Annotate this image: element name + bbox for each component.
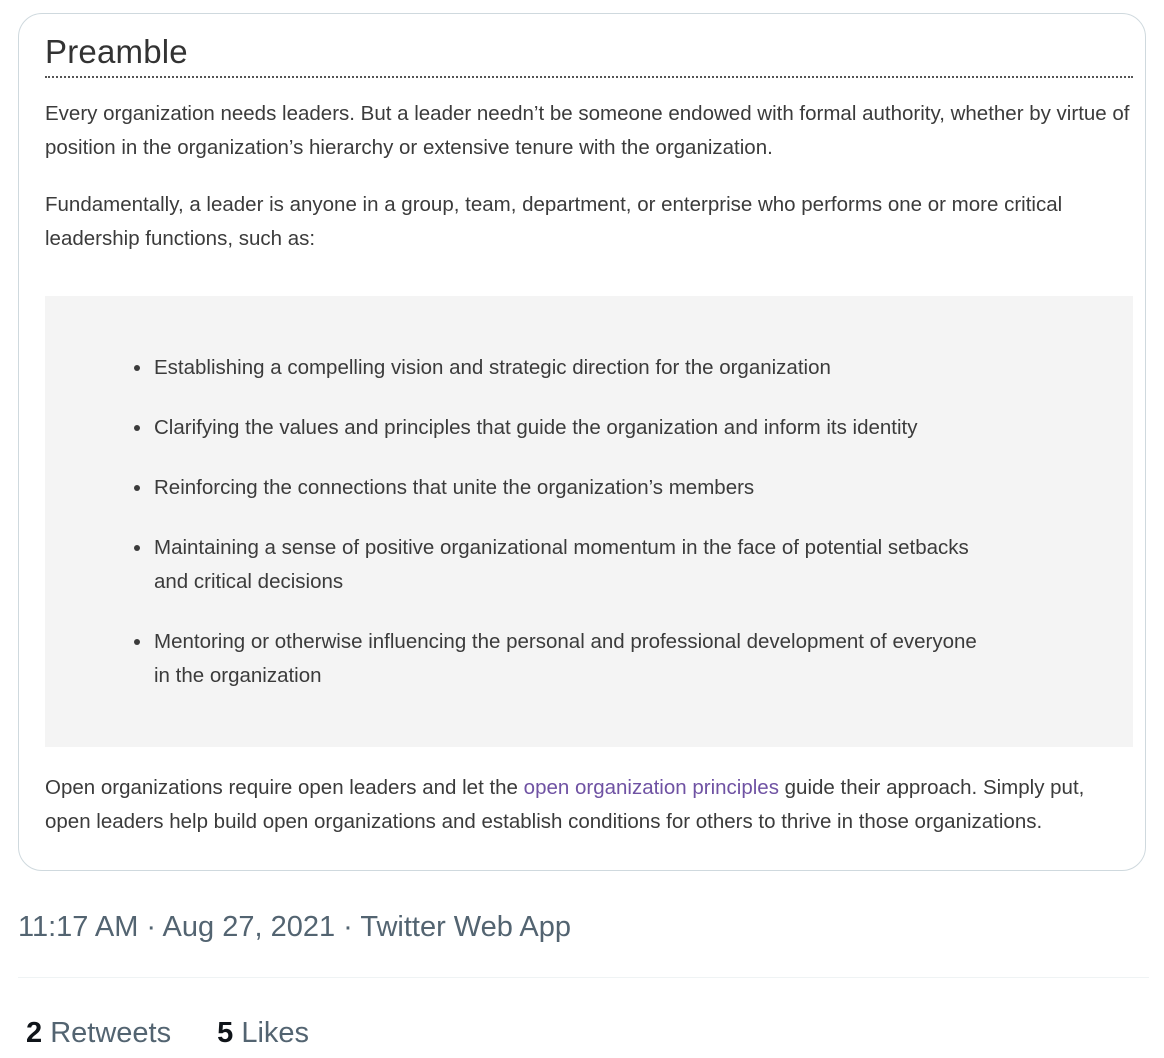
- paragraph-conclusion: [45, 771, 1133, 839]
- list-item: Clarifying the values and principles that guide the organization and inform its identity: [154, 411, 994, 445]
- paragraph-definition: Fundamentally, a leader is anyone in a group, team, department, or enterprise who performs one or more critical leadership functions, such as:: [45, 193, 1063, 250]
- list-item: Establishing a compelling vision and strategic direction for the organization: [154, 351, 994, 385]
- retweets-link[interactable]: [26, 1013, 171, 1053]
- tweet-stats: [26, 1013, 347, 1053]
- list-item: Reinforcing the connections that unite the organization’s members: [154, 471, 994, 505]
- likes-count: 5: [217, 1017, 234, 1049]
- likes-label: Likes: [241, 1017, 310, 1049]
- leadership-functions-box: [45, 296, 1133, 747]
- document-excerpt: [45, 14, 1133, 839]
- likes-link[interactable]: [217, 1013, 309, 1053]
- title-divider: [45, 76, 1133, 78]
- open-organization-principles-link[interactable]: open organization principles: [523, 776, 779, 799]
- list-item: Maintaining a sense of positive organizational momentum in the face of potential setbacks and critical decisions: [154, 531, 994, 599]
- tweet-timestamp[interactable]: 11:17 AM · Aug 27, 2021 · Twitter Web App: [18, 911, 571, 943]
- retweets-count: 2: [26, 1017, 43, 1049]
- paragraph-intro: Every organization needs leaders. But a leader needn’t be someone endowed with formal authority, whether by virtue of position in the organization’s hierarchy or extensive tenure with the organization.: [45, 102, 1130, 159]
- conclusion-text-end: guide their approach. Simply put, open leaders help build open organizations and establish conditions for others to thrive in those organizations.: [45, 776, 1085, 833]
- conclusion-text-start: Open organizations require open leaders and let the: [45, 776, 524, 799]
- stats-divider: [18, 977, 1149, 978]
- document-title: Preamble: [45, 33, 188, 70]
- leadership-functions-list: [45, 351, 1133, 693]
- embedded-image-card[interactable]: [18, 13, 1146, 871]
- list-item: Mentoring or otherwise influencing the personal and professional development of everyone in the organization: [154, 625, 994, 693]
- retweets-label: Retweets: [50, 1017, 172, 1049]
